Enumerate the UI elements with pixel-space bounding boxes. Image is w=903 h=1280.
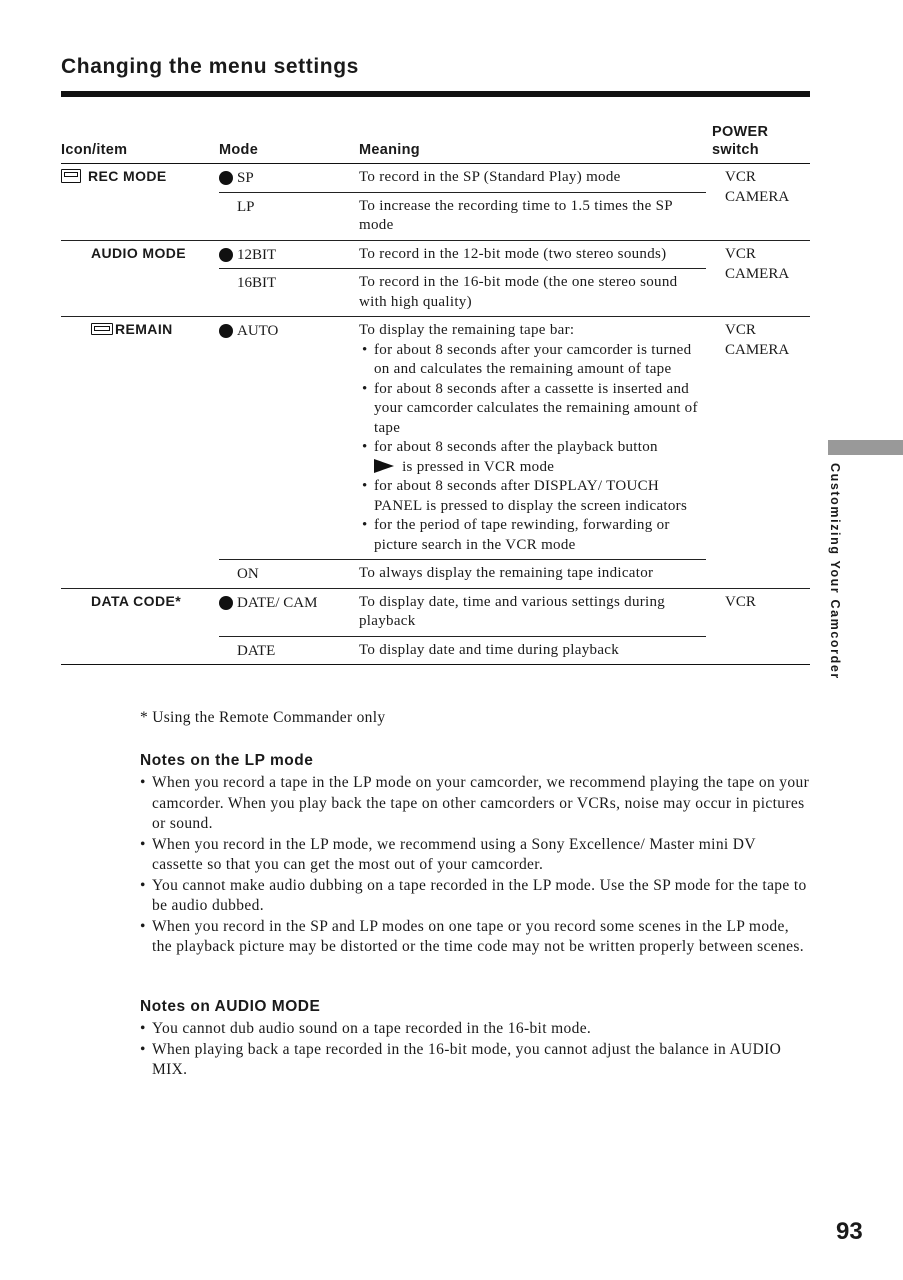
mode-value: SP <box>219 168 254 188</box>
header-meaning: Meaning <box>359 141 420 158</box>
meaning-text: To increase the recording time to 1.5 times the SP mode <box>359 197 673 233</box>
title-rule <box>61 91 810 97</box>
table-row <box>219 241 706 269</box>
cassette-icon <box>61 169 81 183</box>
item-remain: REMAIN <box>91 321 173 337</box>
meaning-text: To display date and time during playback <box>359 641 620 658</box>
item-rec-mode: REC MODE <box>61 168 167 184</box>
mode-value: DATE <box>237 642 276 659</box>
section-side-label: Customizing Your Camcorder <box>828 463 842 680</box>
power-switch-cell: VCR <box>725 593 756 610</box>
tape-icon <box>91 323 113 335</box>
side-tab <box>828 440 903 455</box>
mode-value: LP <box>237 198 255 215</box>
table-group-remain <box>61 317 810 589</box>
list-item: • for about 8 seconds after your camcorder is turned on and calculates the remaining amount of tape <box>359 341 706 380</box>
default-dot-icon <box>219 596 233 610</box>
default-dot-icon <box>219 171 233 185</box>
meaning-text: To record in the SP (Standard Play) mode <box>359 169 621 185</box>
mode-value: DATE/ CAM <box>219 593 317 613</box>
table-header <box>61 118 810 164</box>
mode-value: 16BIT <box>237 275 277 291</box>
mode-value: ON <box>237 566 259 582</box>
notes-heading: Notes on the LP mode <box>140 752 314 769</box>
table-group-data-code <box>61 589 810 666</box>
mode-value: 12BIT <box>219 245 276 265</box>
list-item: • When playing back a tape recorded in the 16-bit mode, you cannot adjust the balance in AUDIO MIX. <box>140 1040 810 1081</box>
table-row <box>219 192 706 240</box>
meaning-text: To display the remaining tape bar: • for about 8 seconds after your camcorder is turned on and calculates the remaining amount of tape • for about 8 seconds after a cassette is inserted and your camcorder calculates the remaining amount of tape • for about 8 seconds after the playback button is pressed in VCR mode • for about 8 seconds after DISPLAY/ TOUCH PANEL is pressed to display the screen indicators • for the period of tape rewinding, forwarding or picture search in the VCR mode <box>359 321 706 555</box>
power-switch-cell: VCR CAMERA <box>725 169 790 205</box>
table-row <box>219 559 706 588</box>
table-group-rec-mode <box>61 164 810 241</box>
meaning-text: To record in the 16-bit mode (the one stereo sound with high quality) <box>359 274 678 310</box>
table-row <box>219 268 706 316</box>
list-item: • You cannot dub audio sound on a tape recorded in the 16-bit mode. <box>140 1019 810 1040</box>
item-data-code: DATA CODE* <box>91 592 182 609</box>
page-title: Changing the menu settings <box>61 55 359 78</box>
header-icon-item: Icon/item <box>61 141 128 158</box>
list-item: • When you record in the SP and LP modes on one tape or you record some scenes in the LP mode, the playback picture may be distorted or the time code may not be written properly between scenes. <box>140 917 810 958</box>
footnote: * Using the Remote Commander only <box>140 709 386 726</box>
list-item: • for the period of tape rewinding, forwarding or picture search in the VCR mode <box>359 516 706 555</box>
default-dot-icon <box>219 248 233 262</box>
play-icon <box>374 459 394 473</box>
list-item: • for about 8 seconds after DISPLAY/ TOUCH PANEL is pressed to display the screen indicators <box>359 477 706 516</box>
header-power-switch: POWER switch <box>712 123 769 158</box>
list-item: • When you record a tape in the LP mode on your camcorder, we recommend playing the tape on your camcorder. When you play back the tape on other camcorders or VCRs, noise may occur in pictures or sound. <box>140 773 810 835</box>
list-item: • When you record in the LP mode, we recommend using a Sony Excellence/ Master mini DV cassette so that you can get the most out of your camcorder. <box>140 835 810 876</box>
meaning-text: To always display the remaining tape indicator <box>359 565 654 581</box>
notes-audio-mode <box>140 998 810 1081</box>
item-audio-mode: AUDIO MODE <box>91 244 186 261</box>
list-item: • for about 8 seconds after a cassette is inserted and your camcorder calculates the remaining amount of tape <box>359 380 706 439</box>
power-switch-cell: VCR CAMERA <box>725 322 790 358</box>
list-item: • for about 8 seconds after the playback button is pressed in VCR mode <box>359 438 706 477</box>
table-row <box>219 317 706 559</box>
table-row <box>219 589 706 636</box>
table-row <box>219 636 706 665</box>
header-mode: Mode <box>219 141 259 158</box>
menu-settings-table <box>61 118 810 665</box>
list-item: • You cannot make audio dubbing on a tape recorded in the LP mode. Use the SP mode for the tape to be audio dubbed. <box>140 876 810 917</box>
table-row <box>219 164 706 192</box>
power-switch-cell: VCR CAMERA <box>725 245 790 282</box>
meaning-text: To display date, time and various settings during playback <box>359 593 666 629</box>
meaning-text: To record in the 12-bit mode (two stereo sounds) <box>359 245 667 262</box>
page-number: 93 <box>836 1218 863 1245</box>
notes-heading: Notes on AUDIO MODE <box>140 998 321 1015</box>
mode-value: AUTO <box>219 321 278 341</box>
notes-lp-mode <box>140 752 810 958</box>
table-group-audio-mode <box>61 241 810 318</box>
default-dot-icon <box>219 324 233 338</box>
